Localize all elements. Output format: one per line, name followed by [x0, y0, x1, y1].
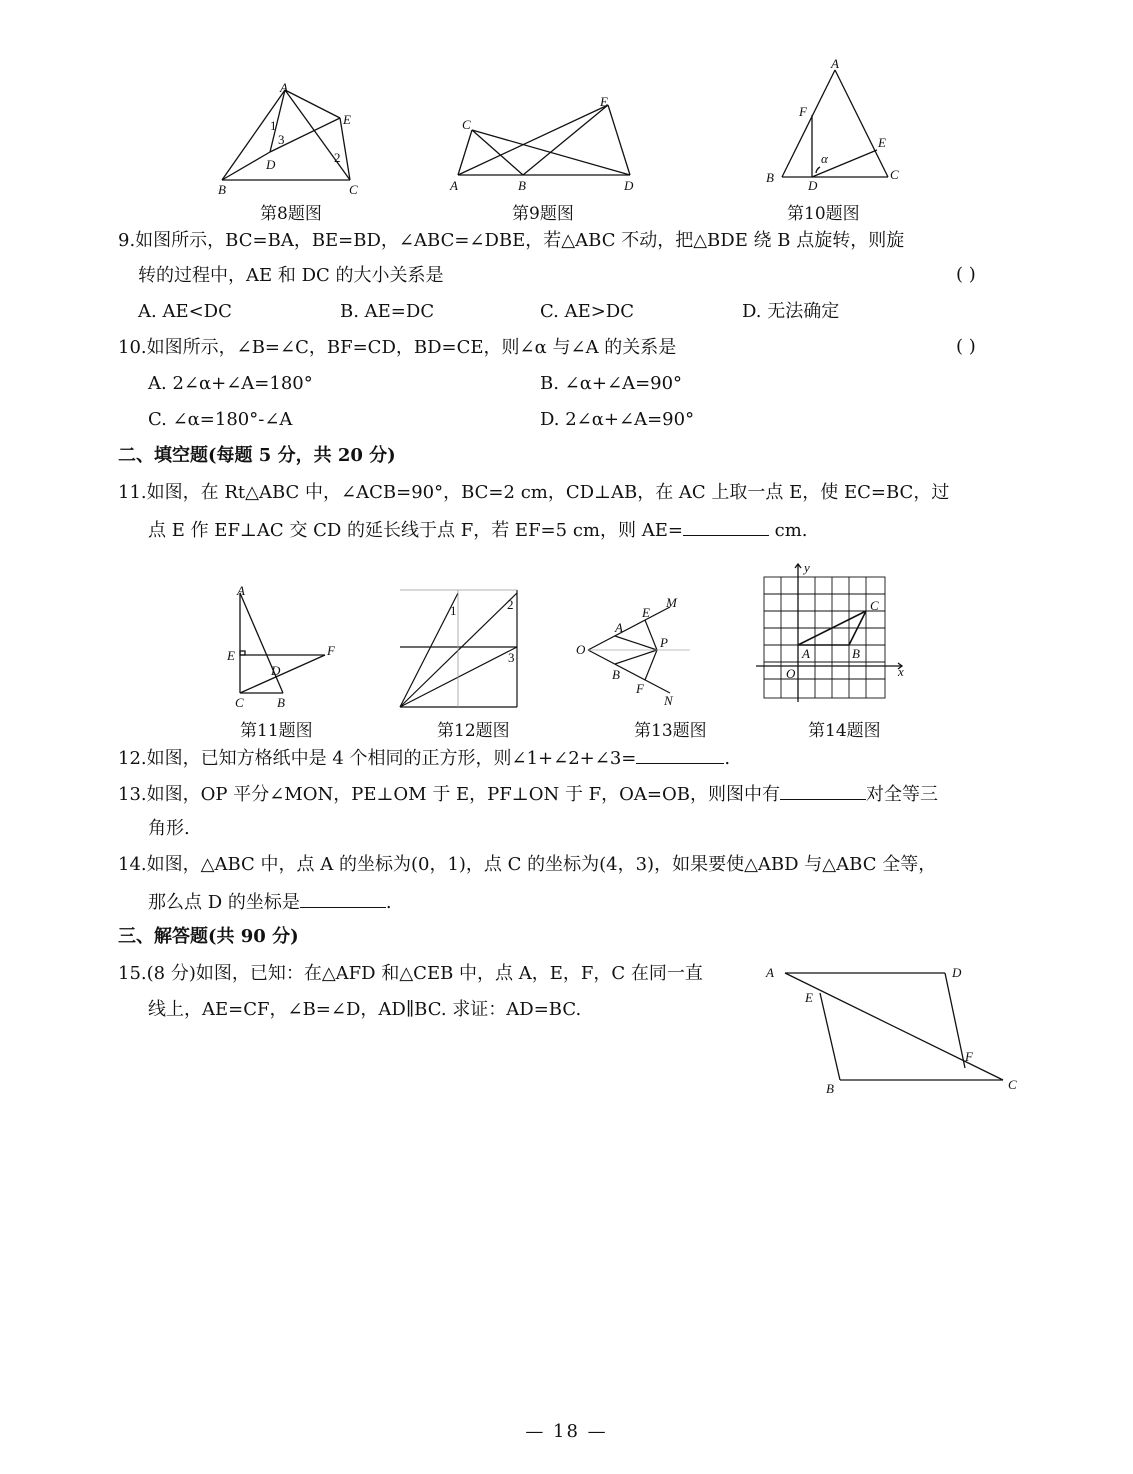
figure-13-caption: 第13题图: [634, 721, 707, 741]
svg-text:C: C: [462, 117, 471, 132]
figure-8: [210, 80, 370, 200]
svg-text:N: N: [664, 693, 673, 708]
figure-11-caption: 第11题图: [240, 721, 313, 741]
svg-text:1: 1: [270, 118, 277, 133]
question-11-line-2-text: 点 E 作 EF⊥AC 交 CD 的延长线于点 F，若 EF=5 cm，则 AE=: [148, 520, 683, 541]
svg-text:3: 3: [278, 132, 285, 147]
svg-text:E: E: [227, 648, 235, 663]
svg-text:F: F: [636, 681, 644, 696]
svg-text:F: F: [965, 1049, 973, 1064]
svg-text:C: C: [349, 182, 358, 197]
question-13-line-2: 角形.: [148, 818, 190, 839]
question-11-line-1: 11.如图，在 Rt△ABC 中，∠ACB=90°，BC=2 cm，CD⊥AB，在 AC 上取一点 E，使 EC=BC，过: [118, 482, 950, 503]
svg-text:D: D: [808, 178, 818, 190]
figure-8-caption: 第8题图: [260, 204, 322, 224]
question-10-line-1: 10.如图所示，∠B=∠C，BF=CD，BD=CE，则∠α 与∠A 的关系是: [118, 337, 677, 358]
question-12: [118, 745, 730, 771]
svg-text:B: B: [826, 1081, 834, 1096]
question-9-option-c: C. AE>DC: [540, 301, 634, 322]
figure-8-diagram: [210, 80, 370, 200]
svg-text:E: E: [642, 605, 650, 620]
question-13-text-end: 对全等三: [865, 784, 938, 805]
svg-text:B: B: [852, 646, 860, 661]
svg-text:C: C: [870, 598, 879, 613]
question-15-line-1: 15.(8 分)如图，已知：在△AFD 和△CEB 中，点 A，E，F，C 在同一直: [118, 963, 703, 984]
figure-14-caption: 第14题图: [808, 721, 881, 741]
question-13-text: 13.如图，OP 平分∠MON，PE⊥OM 于 E，PF⊥ON 于 F，OA=OB，则图中有: [118, 784, 780, 805]
svg-text:C: C: [235, 695, 244, 710]
figure-14-diagram: [752, 560, 912, 708]
figure-10-caption: 第10题图: [787, 204, 860, 224]
svg-text:B: B: [518, 178, 526, 193]
question-9-option-a: A. AE<DC: [138, 301, 232, 322]
figure-10-diagram: [760, 55, 910, 190]
svg-text:C: C: [1008, 1077, 1017, 1092]
svg-text:A: A: [831, 56, 839, 71]
figure-15: [760, 955, 1030, 1100]
figure-13-diagram: [570, 595, 700, 710]
section-3-heading: 三、解答题(共 90 分): [118, 926, 299, 947]
svg-text:B: B: [277, 695, 285, 710]
svg-text:A: A: [237, 585, 245, 598]
question-14-line-1: 14.如图，△ABC 中，点 A 的坐标为(0，1)，点 C 的坐标为(4，3)，如果要使△ABD 与△ABC 全等，: [118, 854, 937, 875]
question-9-option-d: D. 无法确定: [742, 301, 840, 322]
svg-text:F: F: [327, 643, 335, 658]
question-10-option-d: D. 2∠α+∠A=90°: [540, 409, 695, 430]
figure-12-diagram: [395, 585, 525, 715]
svg-text:2: 2: [507, 597, 514, 612]
question-14-line-2: [148, 889, 392, 915]
section-2-heading: 二、填空题(每题 5 分，共 20 分): [118, 445, 396, 466]
svg-text:D: D: [266, 157, 276, 172]
svg-text:A: A: [450, 178, 458, 193]
question-9-line-1: 9.如图所示，BC=BA，BE=BD，∠ABC=∠DBE，若△ABC 不动，把△BDE 绕 B 点旋转，则旋: [118, 230, 905, 251]
question-12-period: .: [724, 748, 731, 769]
svg-text:E: E: [805, 990, 813, 1005]
figure-12-caption: 第12题图: [437, 721, 510, 741]
question-9-option-b: B. AE=DC: [340, 301, 435, 322]
svg-text:2: 2: [334, 150, 341, 165]
svg-text:α: α: [821, 151, 828, 166]
figure-9-caption: 第9题图: [512, 204, 574, 224]
svg-text:D: D: [624, 178, 634, 193]
svg-text:x: x: [898, 664, 904, 679]
svg-text:y: y: [804, 560, 810, 575]
question-11-answer-blank[interactable]: [683, 517, 769, 536]
question-11-unit: cm.: [774, 520, 808, 541]
question-12-answer-blank[interactable]: [636, 745, 724, 764]
svg-text:F: F: [799, 104, 807, 119]
svg-text:O: O: [576, 642, 586, 657]
figure-14: [752, 560, 912, 708]
question-9-answer-bracket: ( ): [956, 264, 976, 285]
question-14-answer-blank[interactable]: [300, 889, 386, 908]
svg-text:E: E: [600, 94, 608, 109]
question-10-option-a: A. 2∠α+∠A=180°: [148, 373, 313, 394]
svg-text:O: O: [786, 666, 796, 681]
svg-text:3: 3: [508, 650, 515, 665]
svg-text:A: A: [802, 646, 810, 661]
figure-13: [570, 595, 700, 710]
figure-11-diagram: [225, 585, 350, 715]
figure-15-diagram: [760, 955, 1030, 1100]
question-9-line-2: 转的过程中，AE 和 DC 的大小关系是: [138, 265, 444, 286]
svg-text:C: C: [890, 167, 899, 182]
svg-text:A: A: [280, 80, 288, 95]
question-13-line-1: [118, 781, 938, 807]
svg-text:1: 1: [450, 603, 457, 618]
figure-9-diagram: [440, 90, 640, 195]
svg-text:D: D: [271, 663, 281, 678]
svg-text:B: B: [612, 667, 620, 682]
question-10-option-b: B. ∠α+∠A=90°: [540, 373, 683, 394]
question-14-period: .: [385, 892, 392, 913]
page-number: — 18 —: [525, 1421, 608, 1442]
figure-10: [760, 55, 910, 190]
question-10-answer-bracket: ( ): [956, 336, 976, 357]
svg-text:B: B: [766, 170, 774, 185]
question-13-answer-blank[interactable]: [780, 781, 866, 800]
figure-12: [395, 585, 525, 715]
figure-9: [440, 90, 640, 195]
svg-text:M: M: [666, 595, 677, 610]
svg-text:E: E: [878, 135, 886, 150]
svg-text:A: A: [766, 965, 774, 980]
svg-text:P: P: [660, 635, 668, 650]
question-12-text: 12.如图，已知方格纸中是 4 个相同的正方形，则∠1+∠2+∠3=: [118, 748, 637, 769]
figure-11: [225, 585, 350, 715]
question-15-line-2: 线上，AE=CF，∠B=∠D，AD∥BC. 求证：AD=BC.: [148, 999, 582, 1020]
question-11-line-2: [148, 517, 808, 543]
question-14-text: 那么点 D 的坐标是: [148, 892, 300, 913]
svg-text:B: B: [218, 182, 226, 197]
svg-text:E: E: [343, 112, 351, 127]
svg-text:D: D: [952, 965, 962, 980]
svg-text:A: A: [615, 620, 623, 635]
question-10-option-c: C. ∠α=180°-∠A: [148, 409, 293, 430]
